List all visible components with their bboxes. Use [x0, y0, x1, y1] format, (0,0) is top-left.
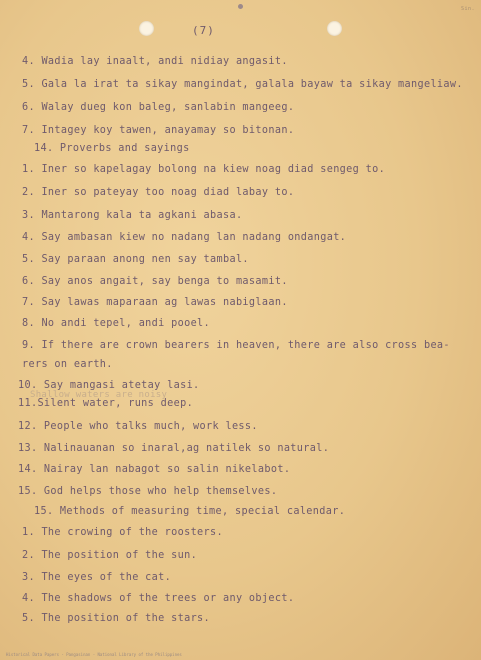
text-line: 5. Say paraan anong nen say tambal.: [22, 254, 249, 265]
text-line: 13. Nalinauanan so inaral,ag natilek so natural.: [18, 443, 330, 454]
text-line: 7. Intagey koy tawen, anayamay so bitonan.: [22, 125, 295, 136]
text-line: 5. The position of the stars.: [22, 613, 211, 624]
text-line: 8. No andi tepel, andi pooel.: [22, 318, 211, 329]
text-line: 12. People who talks much, work less.: [18, 421, 258, 432]
text-line: 6. Walay dueg kon baleg, sanlabin mangeeg.: [22, 102, 295, 113]
strikethrough-ghost-text: Shallow waters are noisy: [30, 390, 168, 400]
text-line: rers on earth.: [22, 359, 113, 370]
text-line: 1. Iner so kapelagay bolong na kiew noag diad sengeg to.: [22, 164, 386, 175]
page-number: (7): [192, 24, 215, 37]
text-line: 2. The position of the sun.: [22, 550, 198, 561]
text-line: 4. The shadows of the trees or any object.: [22, 593, 295, 604]
text-line: 15. God helps those who help themselves.: [18, 486, 278, 497]
text-line: 5. Gala la irat ta sikay mangindat, galala bayaw ta sikay mangeliaw.: [22, 79, 463, 90]
top-dot-mark: [238, 4, 243, 9]
text-line: 11.Silent water, runs deep.: [18, 398, 194, 409]
text-line: 1. The crowing of the roosters.: [22, 527, 223, 538]
archive-footer: Historical Data Papers - Pangasinan - National Library of the Philippines: [6, 652, 182, 657]
text-line: 3. The eyes of the cat.: [22, 572, 172, 583]
text-line: 6. Say anos angait, say benga to masamit.: [22, 276, 288, 287]
text-line: 3. Mantarong kala ta agkani abasa.: [22, 210, 243, 221]
section-heading: 15. Methods of measuring time, special calendar.: [34, 506, 346, 517]
text-line: 2. Iner so pateyay too noag diad labay to.: [22, 187, 295, 198]
punch-hole-left: [139, 21, 154, 36]
text-line: 9. If there are crown bearers in heaven, there are also cross bea-: [22, 340, 450, 351]
text-line: 7. Say lawas maparaan ag lawas nabiglaan.: [22, 297, 288, 308]
text-line: 10. Say mangasi atetay lasi.: [18, 380, 200, 391]
section-heading: 14. Proverbs and sayings: [34, 143, 190, 154]
punch-hole-right: [327, 21, 342, 36]
text-line: 4. Wadia lay inaalt, andi nidiay angasit.: [22, 56, 288, 67]
text-line: 4. Say ambasan kiew no nadang lan nadang ondangat.: [22, 232, 347, 243]
text-line: 14. Nairay lan nabagot so salin nikelabot.: [18, 464, 291, 475]
corner-mark: Sin.: [460, 6, 475, 12]
